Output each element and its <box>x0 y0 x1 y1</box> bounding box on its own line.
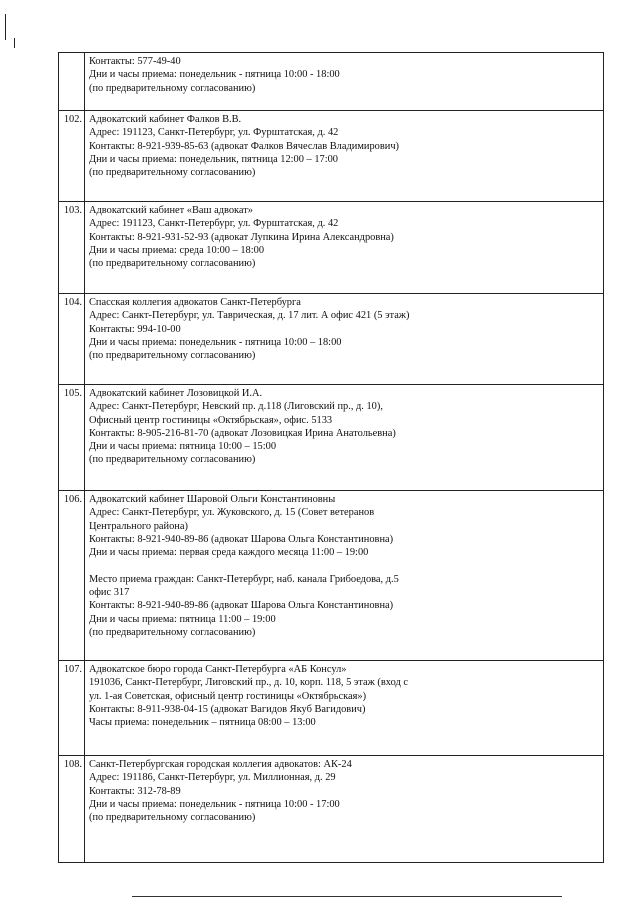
detail-line: Контакты: 577-49-40 <box>89 56 181 67</box>
table-row <box>59 385 604 491</box>
detail-line: Дни и часы приема: первая среда каждого месяца 11:00 – 19:00 <box>89 547 369 559</box>
detail-line: Дни и часы приема: понедельник - пятница 10:00 - 18:00 <box>89 69 340 81</box>
table-row <box>59 53 604 111</box>
row-details <box>85 661 604 756</box>
detail-line: Адвокатский кабинет «Ваш адвокат» <box>89 205 253 216</box>
lawyers-table <box>58 52 604 863</box>
detail-line: Адрес: Санкт-Петербург, ул. Таврическая, д. 17 лит. А офис 421 (5 этаж) <box>89 310 410 322</box>
detail-line: Адрес: Санкт-Петербург, ул. Жуковского, д. 15 (Совет ветеранов <box>89 507 375 519</box>
detail-line: Контакты: 8-921-939-85-63 (адвокат Фалков Вячеслав Владимирович) <box>89 140 400 152</box>
row-details <box>85 294 604 385</box>
detail-line: ул. 1-ая Советская, офисный центр гостиницы «Октябрьская») <box>89 690 367 702</box>
detail-line: Адвокатский кабинет Лозовицкой И.А. <box>89 388 263 399</box>
detail-line: 191036, Санкт-Петербург, Лиговский пр., д. 10, корп. 118, 5 этаж (вход с <box>89 677 408 689</box>
row-number: 102. <box>59 111 85 202</box>
row-number: 105. <box>59 385 85 491</box>
detail-line: Дни и часы приема: понедельник - пятница 10:00 - 17:00 <box>89 798 340 810</box>
row-number: 104. <box>59 294 85 385</box>
row-number: 103. <box>59 202 85 294</box>
row-details <box>85 202 604 294</box>
detail-line: Санкт-Петербургская городская коллегия адвокатов: АК-24 <box>89 759 352 770</box>
table-row <box>59 491 604 661</box>
table-row <box>59 661 604 756</box>
detail-line: (по предварительному согласованию) <box>89 350 256 362</box>
row-details <box>85 756 604 863</box>
row-number: 106. <box>59 491 85 661</box>
detail-line: Контакты: 994-10-00 <box>89 323 181 335</box>
detail-line: Адвокатский кабинет Фалков В.В. <box>89 114 242 125</box>
detail-line: Адрес: 191186, Санкт-Петербург, ул. Миллионная, д. 29 <box>89 772 336 784</box>
row-number: 108. <box>59 756 85 863</box>
scan-margin-mark <box>14 38 15 48</box>
table-row <box>59 756 604 863</box>
detail-line: (по предварительному согласованию) <box>89 626 256 638</box>
detail-line: Контакты: 8-905-216-81-70 (адвокат Лозовицкая Ирина Анатольевна) <box>89 427 396 439</box>
detail-line: (по предварительному согласованию) <box>89 812 256 824</box>
detail-line: Дни и часы приема: пятница 11:00 – 19:00 <box>89 613 276 625</box>
detail-line: Дни и часы приема: среда 10:00 – 18:00 <box>89 244 265 256</box>
detail-line: Место приема граждан: Санкт-Петербург, наб. канала Грибоедова, д.5 <box>89 573 399 585</box>
detail-line: Часы приема: понедельник – пятница 08:00 – 13:00 <box>89 717 316 729</box>
detail-line: Адрес: 191123, Санкт-Петербург, ул. Фурштатская, д. 42 <box>89 218 339 230</box>
detail-line: (по предварительному согласованию) <box>89 454 256 466</box>
blank-line <box>89 559 600 572</box>
detail-line: Адрес: Санкт-Петербург, Невский пр. д.118 (Лиговский пр., д. 10), <box>89 401 383 413</box>
detail-line: Спасская коллегия адвокатов Санкт-Петербурга <box>89 297 301 308</box>
table-row <box>59 111 604 202</box>
row-number <box>59 53 85 111</box>
detail-line: (по предварительному согласованию) <box>89 258 256 270</box>
detail-line: Офисный центр гостиницы «Октябрьская», офис. 5133 <box>89 414 333 426</box>
detail-line: Дни и часы приема: пятница 10:00 – 15:00 <box>89 441 277 453</box>
row-details <box>85 385 604 491</box>
detail-line: Дни и часы приема: понедельник - пятница 10:00 – 18:00 <box>89 336 342 348</box>
detail-line: (по предварительному согласованию) <box>89 167 256 179</box>
page-bottom-rule <box>132 896 562 897</box>
detail-line: Адвокатский кабинет Шаровой Ольги Константиновны <box>89 494 336 505</box>
lawyers-table-body <box>59 53 604 863</box>
detail-line: Адрес: 191123, Санкт-Петербург, ул. Фурштатская, д. 42 <box>89 127 339 139</box>
scan-margin-mark <box>5 14 6 40</box>
detail-line: Адвокатское бюро города Санкт-Петербурга «АБ Консул» <box>89 664 347 675</box>
row-details <box>85 491 604 661</box>
row-details <box>85 53 604 111</box>
detail-line: Контакты: 8-911-938-04-15 (адвокат Вагидов Якуб Вагидович) <box>89 703 366 715</box>
detail-line: офис 317 <box>89 587 130 599</box>
table-row <box>59 294 604 385</box>
table-row <box>59 202 604 294</box>
detail-line: Контакты: 8-921-940-89-86 (адвокат Шарова Ольга Константиновна) <box>89 600 394 612</box>
detail-line: (по предварительному согласованию) <box>89 82 256 94</box>
detail-line: Контакты: 8-921-931-52-93 (адвокат Лупкина Ирина Александровна) <box>89 231 394 243</box>
detail-line: Контакты: 312-78-89 <box>89 785 181 797</box>
detail-line: Центрального района) <box>89 520 188 532</box>
detail-line: Дни и часы приема: понедельник, пятница 12:00 – 17:00 <box>89 153 338 165</box>
row-number: 107. <box>59 661 85 756</box>
row-details <box>85 111 604 202</box>
detail-line: Контакты: 8-921-940-89-86 (адвокат Шарова Ольга Константиновна) <box>89 533 394 545</box>
